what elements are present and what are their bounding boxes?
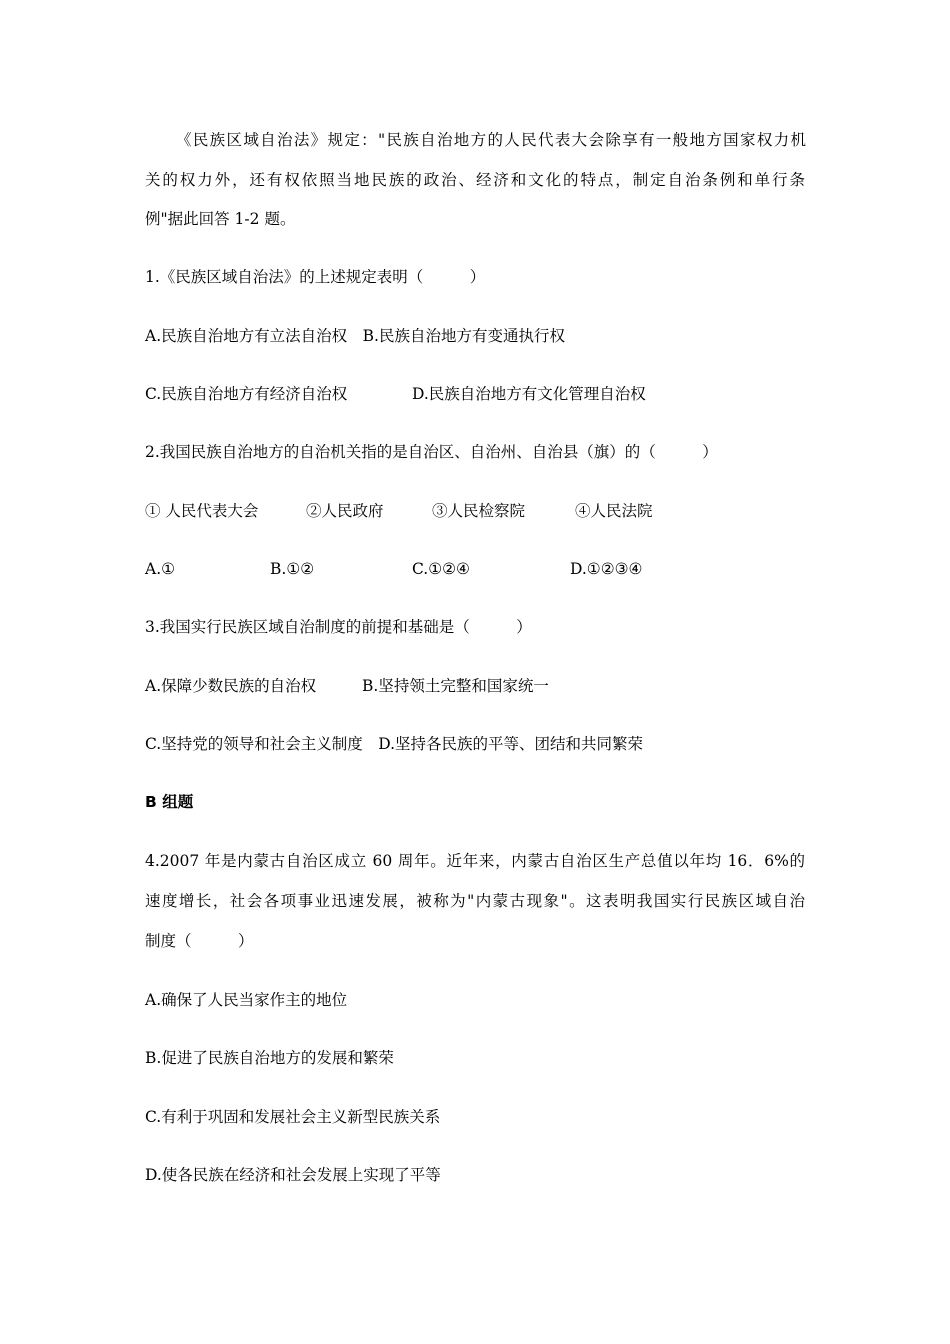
question-1-option-d: D.民族自治地方有文化管理自治权 [412, 385, 646, 403]
question-3-stem: 3.我国实行民族区域自治制度的前提和基础是（ ） [145, 618, 532, 636]
question-2-option-d: D.①②③④ [570, 560, 643, 578]
question-4-option-b: B.促进了民族自治地方的发展和繁荣 [145, 1049, 394, 1067]
question-4-option-a: A.确保了人民当家作主的地位 [145, 991, 348, 1009]
question-1-option-c: C.民族自治地方有经济自治权 [145, 385, 348, 403]
question-1-options-ab: A.民族自治地方有立法自治权 B.民族自治地方有变通执行权 [145, 327, 565, 345]
section-b-heading: B 组题 [145, 793, 194, 811]
question-4-stem-line-2: 速度增长，社会各项事业迅速发展，被称为"内蒙古现象"。这表明我国实行民族区域自治 [145, 892, 805, 910]
question-4-option-c: C.有利于巩固和发展社会主义新型民族关系 [145, 1108, 441, 1126]
question-2-option-a: A.① [145, 560, 176, 578]
question-2-item-1: ① 人民代表大会 [145, 502, 259, 520]
intro-line-3: 例"据此回答 1-2 题。 [145, 210, 296, 228]
intro-line-1: 《民族区域自治法》规定："民族自治地方的人民代表大会除享有一般地方国家权力机 [176, 131, 806, 149]
question-3-options-cd: C.坚持党的领导和社会主义制度 D.坚持各民族的平等、团结和共同繁荣 [145, 735, 644, 753]
question-2-item-4: ④人民法院 [575, 502, 653, 520]
question-2-option-c: C.①②④ [412, 560, 470, 578]
question-3-option-a: A.保障少数民族的自治权 [145, 677, 317, 695]
intro-line-2: 关的权力外，还有权依照当地民族的政治、经济和文化的特点，制定自治条例和单行条 [145, 171, 805, 189]
question-4-stem-line-3: 制度（ ） [145, 932, 254, 950]
question-4-option-d: D.使各民族在经济和社会发展上实现了平等 [145, 1166, 441, 1184]
question-2-item-3: ③人民检察院 [432, 502, 526, 520]
question-1-stem: 1.《民族区域自治法》的上述规定表明（ ） [145, 268, 486, 286]
question-2-stem: 2.我国民族自治地方的自治机关指的是自治区、自治州、自治县（旗）的（ ） [145, 443, 718, 461]
question-3-option-b: B.坚持领土完整和国家统一 [362, 677, 549, 695]
question-2-item-2: ②人民政府 [306, 502, 384, 520]
question-4-stem-line-1: 4.2007 年是内蒙古自治区成立 60 周年。近年来，内蒙古自治区生产总值以年均 16．6%的 [145, 852, 805, 870]
question-2-option-b: B.①② [270, 560, 315, 578]
